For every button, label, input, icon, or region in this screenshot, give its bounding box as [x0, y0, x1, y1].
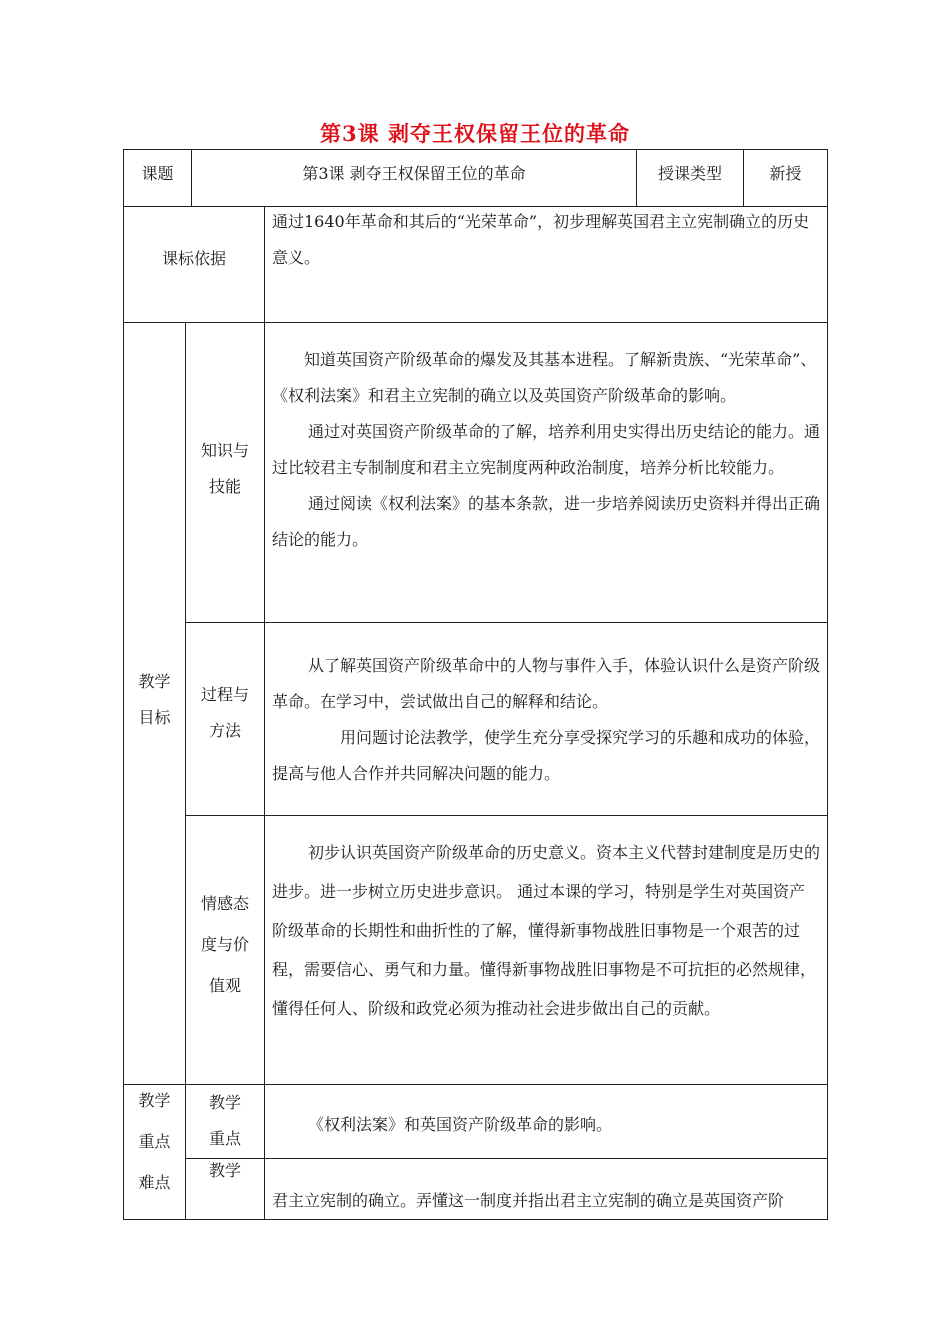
page-title: 第3课 剥夺王权保留王位的革命 — [320, 121, 630, 146]
row-divider — [185, 1158, 827, 1159]
row-divider — [185, 815, 827, 816]
col-divider — [264, 206, 265, 1220]
label-curriculum-basis: 课标依据 — [161, 249, 226, 268]
label-lesson-type: 授课类型 — [657, 164, 722, 183]
label-emotion-values: 情感态 度与价 值观 — [200, 894, 249, 995]
process-method-text: 从了解英国资产阶级革命中的人物与事件入手，体验认识什么是资产阶级革命。在学习中，尝试做出自己的解释和结论。 用问题讨论法教学，使学生充分享受探究学习的乐趣和成功的体验，提高与他人合作并共同解决问题的能力。 — [272, 656, 821, 783]
emotion-values-text: 初步认识英国资产阶级革命的历史意义。资本主义代替封建制度是历史的进步。进一步树立历史进步意识。 通过本课的学习，特别是学生对英国资产阶级革命的长期性和曲折性的了解，懂得新事物战胜旧事物是一个艰苦的过程，需要信心、勇气和力量。懂得新事物战胜旧事物是不可抗拒的必然规律，懂得任何人、阶级和政党必须为推动社会进步做出自己的贡献。 — [272, 843, 821, 1018]
lesson-type-value: 新授 — [769, 164, 802, 183]
label-teaching-objectives: 教学 目标 — [138, 672, 171, 727]
row-divider — [123, 1219, 827, 1220]
col-divider — [827, 149, 828, 1220]
teaching-focus-text: 《权利法案》和英国资产阶级革命的影响。 — [308, 1115, 613, 1134]
label-teaching-difficulty: 教学 — [208, 1161, 241, 1180]
curriculum-basis-text: 通过1640年革命和其后的“光荣革命”，初步理解英国君主立宪制确立的历史意义。 — [272, 212, 810, 267]
row-divider — [123, 149, 827, 150]
row-divider — [123, 322, 827, 323]
label-keypoints-difficulties: 教学 重点 难点 — [138, 1091, 171, 1192]
row-divider — [185, 622, 827, 623]
teaching-difficulty-text: 君主立宪制的确立。弄懂这一制度并指出君主立宪制的确立是英国资产阶 — [272, 1191, 785, 1210]
knowledge-skills-text: 知道英国资产阶级革命的爆发及其基本进程。了解新贵族、“光荣革命”、《权利法案》和君主立宪制的确立以及英国资产阶级革命的影响。 通过对英国资产阶级革命的了解，培养利用史实得出历史结论的能力。通过比较君主专制制度和君主立宪制度两种政治制度，培养分析比较能力。 通过阅读《权利法案》的基本条款，进一步培养阅读历史资料并得出正确结论的能力。 — [272, 350, 821, 549]
label-teaching-focus: 教学 重点 — [208, 1093, 241, 1148]
label-process-method: 过程与 方法 — [200, 685, 249, 740]
label-topic: 课题 — [141, 164, 174, 183]
label-knowledge-skills: 知识与 技能 — [200, 441, 249, 496]
topic-value: 第3课 剥夺王权保留王位的革命 — [302, 164, 526, 183]
